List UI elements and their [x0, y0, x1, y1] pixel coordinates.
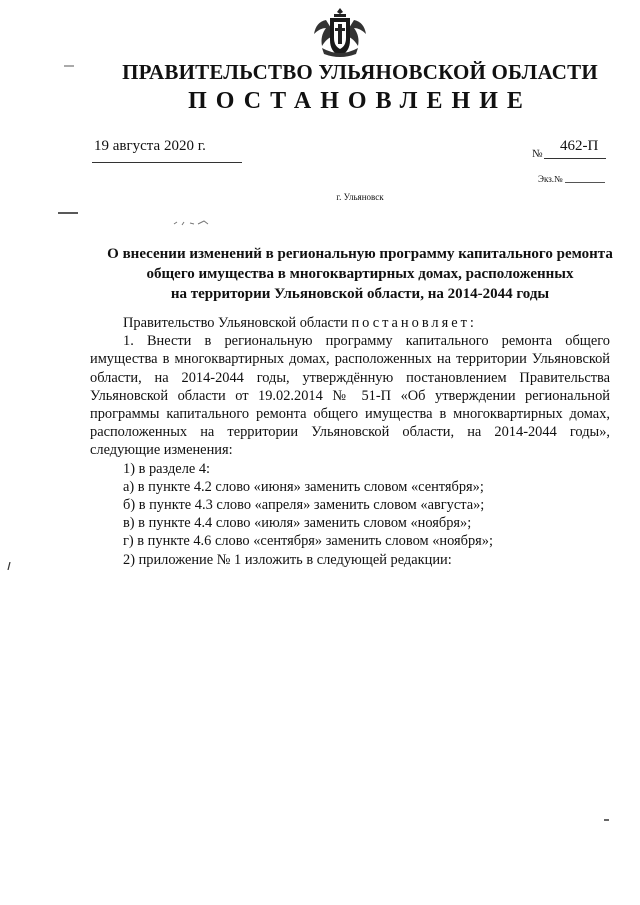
document-type: ПОСТАНОВЛЕНИЕ — [188, 88, 532, 114]
paragraph-1: 1. Внести в региональную программу капитального ремонта общего имущества в многоквартирных домах, расположенных на территории Ульяновской области, на 2014-2044 годы, утверждённую постановлением Правительства Ульяновской области от 19.02.2014 № 51-П «Об утверждении региональной программы капитального ремонта общего имущества в многоквартирных домах, расположенных на территории Ульяновской области, на 2014-2044 годы», следующие изменения: — [90, 333, 610, 459]
list-item: 2) приложение № 1 изложить в следующей редакции: — [123, 551, 452, 568]
organization-name: ПРАВИТЕЛЬСТВО УЛЬЯНОВСКОЙ ОБЛАСТИ — [122, 60, 598, 84]
list-item: в) в пункте 4.4 слово «июля» заменить словом «ноября»; — [123, 515, 472, 532]
intro-verb: постановляет: — [351, 315, 477, 331]
number-sign: № — [532, 148, 543, 160]
scan-mark — [6, 562, 12, 570]
scan-mark — [58, 210, 80, 216]
copy-number-label: Экз.№ — [538, 174, 563, 184]
scan-mark — [64, 64, 76, 68]
date-underline — [92, 162, 242, 163]
list-item: а) в пункте 4.2 слово «июня» заменить словом «сентября»; — [123, 478, 484, 495]
document-date: 19 августа 2020 г. — [94, 138, 206, 154]
document-body — [90, 314, 610, 569]
title-line: на территории Ульяновской области, на 2014-2044 годы — [170, 286, 550, 302]
copy-number-line — [565, 182, 605, 183]
title-line: общего имущества в многоквартирных домах, расположенных — [146, 266, 574, 282]
document-title — [80, 244, 640, 304]
coat-of-arms-icon — [308, 4, 372, 62]
list-item: 1) в разделе 4: — [123, 460, 211, 477]
intro-paragraph — [90, 314, 610, 332]
scan-mark — [604, 818, 610, 822]
title-line: О внесении изменений в региональную программу капитального ремонта — [107, 246, 613, 262]
intro-lead: Правительство Ульяновской области — [123, 315, 352, 331]
list-item: б) в пункте 4.3 слово «апреля» заменить словом «августа»; — [123, 497, 485, 514]
list-item: г) в пункте 4.6 слово «сентября» заменить словом «ноября»; — [123, 533, 493, 550]
city-name: г. Ульяновск — [336, 192, 384, 202]
number-underline — [544, 158, 606, 159]
document-number: 462-П — [560, 138, 599, 154]
scan-mark — [172, 218, 218, 228]
